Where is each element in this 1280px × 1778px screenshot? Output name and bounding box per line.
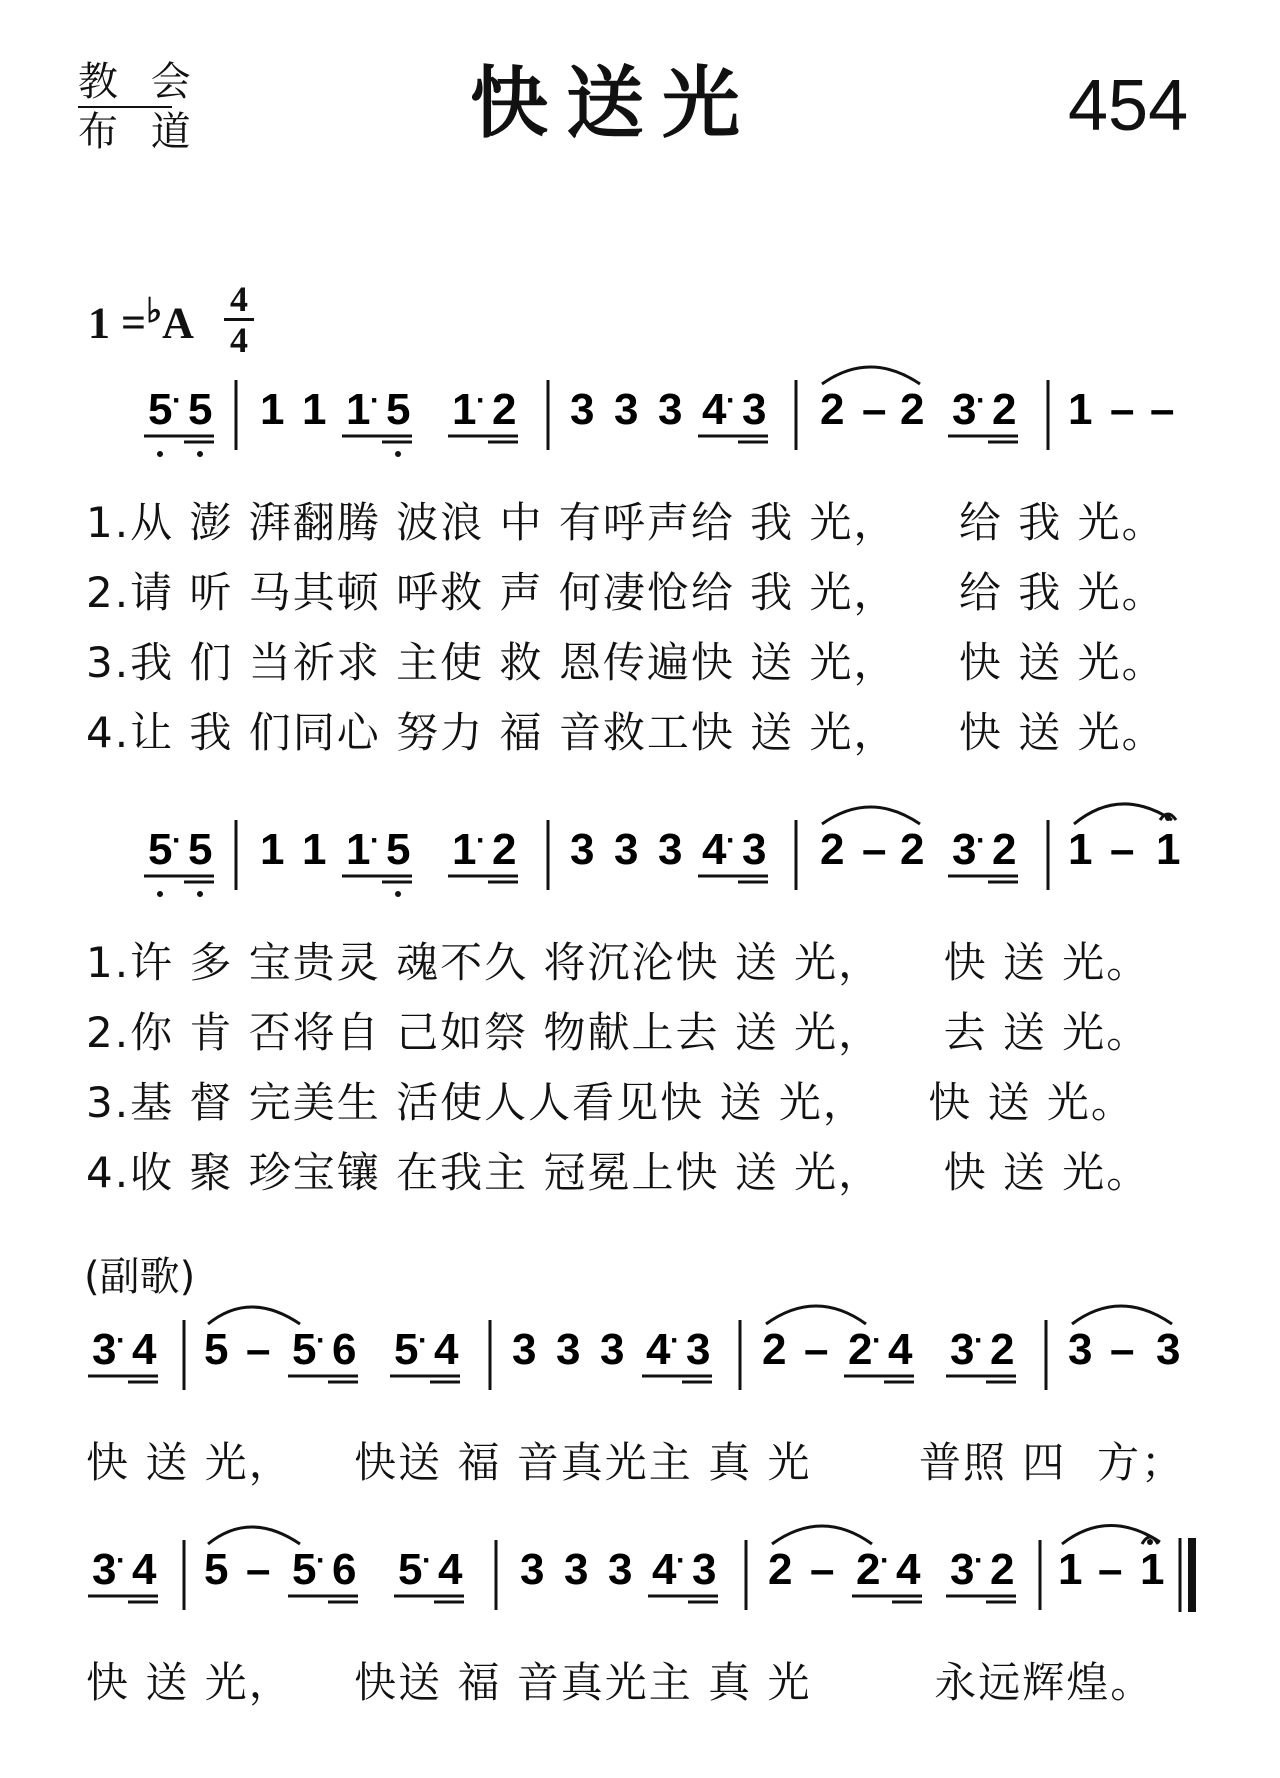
note: 5 bbox=[148, 385, 173, 434]
note: 5 bbox=[398, 1545, 423, 1594]
note: 2 bbox=[856, 1545, 881, 1594]
fermata-dot bbox=[1165, 815, 1171, 821]
dot: · bbox=[418, 1324, 428, 1357]
dash: – bbox=[804, 1325, 829, 1374]
tie-slur bbox=[822, 807, 920, 824]
note: 4 bbox=[702, 825, 727, 874]
note: 3 bbox=[92, 1325, 117, 1374]
dash: – bbox=[1150, 385, 1175, 434]
note: 3 bbox=[658, 825, 683, 874]
verse-2-line-a: 2.请 听 马其顿 呼救 声 何凄怆给 我 光， 给 我 光。 bbox=[86, 568, 1166, 617]
note: 2 bbox=[992, 825, 1017, 874]
dot: · bbox=[422, 1544, 432, 1577]
note: 4 bbox=[652, 1545, 677, 1594]
dash: – bbox=[810, 1545, 835, 1594]
low-dot bbox=[197, 891, 203, 897]
dot: · bbox=[116, 1324, 126, 1357]
note: 3 bbox=[570, 385, 595, 434]
notation-line-4 bbox=[0, 1530, 1280, 1626]
dot: · bbox=[370, 824, 380, 857]
note: 5 bbox=[204, 1545, 229, 1594]
note: 3 bbox=[1068, 1325, 1093, 1374]
low-dot bbox=[157, 891, 163, 897]
dot: · bbox=[976, 384, 986, 417]
note: 1 bbox=[346, 385, 371, 434]
note: 1 bbox=[452, 385, 477, 434]
dot: · bbox=[370, 384, 380, 417]
tie-slur bbox=[208, 1527, 300, 1544]
notation-line-4-svg bbox=[0, 1530, 1280, 1626]
note: 4 bbox=[132, 1325, 157, 1374]
note: 5 bbox=[292, 1545, 317, 1594]
note: 2 bbox=[990, 1325, 1015, 1374]
note: 3 bbox=[570, 825, 595, 874]
chorus-lyric-1: 快 送 光， 快送 福 音真光主 真 光 普照 四 方； bbox=[86, 1438, 1186, 1487]
dot: · bbox=[116, 1544, 126, 1577]
dot: · bbox=[974, 1544, 984, 1577]
note: 3 bbox=[742, 385, 767, 434]
notation-line-3 bbox=[0, 1310, 1280, 1406]
note: 2 bbox=[992, 385, 1017, 434]
dash: – bbox=[862, 385, 887, 434]
key-prefix: 1 = bbox=[88, 298, 147, 348]
note: 5 bbox=[188, 385, 213, 434]
dot: · bbox=[676, 1544, 686, 1577]
note: 1 bbox=[260, 385, 285, 434]
note: 2 bbox=[492, 385, 517, 434]
verse-3-line-a: 3.我 们 当祈求 主使 救 恩传遍快 送 光， 快 送 光。 bbox=[86, 638, 1166, 687]
category-line-1: 教 会 bbox=[78, 59, 201, 105]
dot: · bbox=[316, 1544, 326, 1577]
dot: · bbox=[476, 824, 486, 857]
chorus-label: (副歌) bbox=[84, 1254, 196, 1300]
note: 1 bbox=[1068, 385, 1093, 434]
low-dot bbox=[157, 451, 163, 457]
note: 6 bbox=[332, 1545, 357, 1594]
low-dot bbox=[197, 451, 203, 457]
notation-line-2 bbox=[0, 810, 1280, 906]
note: 4 bbox=[888, 1325, 913, 1374]
note: 5 bbox=[386, 385, 411, 434]
note: 5 bbox=[204, 1325, 229, 1374]
time-signature bbox=[222, 280, 256, 359]
dot: · bbox=[316, 1324, 326, 1357]
note: 3 bbox=[692, 1545, 717, 1594]
note: 4 bbox=[132, 1545, 157, 1594]
verse-1-line-a: 1.从 澎 湃翻腾 波浪 中 有呼声给 我 光， 给 我 光。 bbox=[86, 498, 1166, 547]
note: 1 bbox=[1156, 825, 1181, 874]
dot: · bbox=[172, 384, 182, 417]
note: 3 bbox=[512, 1325, 537, 1374]
dash: – bbox=[1110, 385, 1135, 434]
note: 4 bbox=[896, 1545, 921, 1594]
time-denominator: 4 bbox=[230, 320, 248, 360]
note: 3 bbox=[614, 825, 639, 874]
note: 2 bbox=[768, 1545, 793, 1594]
key-signature bbox=[88, 290, 194, 346]
dot: · bbox=[172, 824, 182, 857]
note: 2 bbox=[848, 1325, 873, 1374]
note: 5 bbox=[292, 1325, 317, 1374]
notation-line-3-svg bbox=[0, 1310, 1280, 1406]
flat-sign: ♭ bbox=[146, 293, 163, 330]
note: 2 bbox=[820, 825, 845, 874]
note: 3 bbox=[556, 1325, 581, 1374]
note: 1 bbox=[1058, 1545, 1083, 1594]
key-letter: A bbox=[162, 298, 194, 348]
dot: · bbox=[476, 384, 486, 417]
dot: · bbox=[872, 1324, 882, 1357]
verse-4-line-b: 4.收 聚 珍宝镶 在我主 冠冕上快 送 光， 快 送 光。 bbox=[86, 1148, 1151, 1197]
note: 1 bbox=[452, 825, 477, 874]
category-divider bbox=[78, 106, 172, 108]
note: 4 bbox=[702, 385, 727, 434]
note: 3 bbox=[614, 385, 639, 434]
dash: – bbox=[246, 1545, 271, 1594]
note: 4 bbox=[646, 1325, 671, 1374]
note: 3 bbox=[742, 825, 767, 874]
note: 3 bbox=[952, 825, 977, 874]
note: 4 bbox=[434, 1325, 459, 1374]
note: 3 bbox=[564, 1545, 589, 1594]
notation-line-1 bbox=[0, 370, 1280, 466]
dot: · bbox=[974, 1324, 984, 1357]
note: 2 bbox=[762, 1325, 787, 1374]
tie-slur bbox=[1072, 1306, 1172, 1324]
note: 1 bbox=[302, 825, 327, 874]
hymn-title: 快送光 bbox=[470, 59, 759, 149]
note: 1 bbox=[1068, 825, 1093, 874]
notation-line-1-svg bbox=[0, 370, 1280, 466]
low-dot bbox=[395, 891, 401, 897]
dot: · bbox=[880, 1544, 890, 1577]
note: 3 bbox=[92, 1545, 117, 1594]
note: 3 bbox=[950, 1545, 975, 1594]
note: 1 bbox=[302, 385, 327, 434]
verse-2-line-b: 2.你 肯 否将自 己如祭 物献上去 送 光， 去 送 光。 bbox=[86, 1008, 1151, 1057]
note: 2 bbox=[900, 825, 925, 874]
note: 3 bbox=[658, 385, 683, 434]
chorus-lyric-2: 快 送 光， 快送 福 音真光主 真 光 永远辉煌。 bbox=[86, 1658, 1155, 1707]
dash: – bbox=[1098, 1545, 1123, 1594]
dash: – bbox=[246, 1325, 271, 1374]
note: 5 bbox=[148, 825, 173, 874]
dot: · bbox=[726, 824, 736, 857]
dot: · bbox=[670, 1324, 680, 1357]
note: 2 bbox=[492, 825, 517, 874]
verse-1-line-b: 1.许 多 宝贵灵 魂不久 将沉沦快 送 光， 快 送 光。 bbox=[86, 938, 1151, 987]
note: 3 bbox=[1156, 1325, 1181, 1374]
category-line-2: 布 道 bbox=[78, 109, 201, 155]
tie-slur bbox=[766, 1306, 866, 1324]
verse-4-line-a: 4.让 我 们同心 努力 福 音救工快 送 光， 快 送 光。 bbox=[86, 708, 1166, 757]
tie-slur bbox=[772, 1526, 872, 1544]
note: 3 bbox=[608, 1545, 633, 1594]
hymn-number: 454 bbox=[1068, 66, 1189, 146]
note: 2 bbox=[900, 385, 925, 434]
time-numerator: 4 bbox=[230, 279, 248, 319]
note: 3 bbox=[950, 1325, 975, 1374]
tie-slur bbox=[822, 367, 920, 384]
dash: – bbox=[862, 825, 887, 874]
note: 3 bbox=[520, 1545, 545, 1594]
note: 3 bbox=[600, 1325, 625, 1374]
note: 5 bbox=[394, 1325, 419, 1374]
dot: · bbox=[976, 824, 986, 857]
dot: · bbox=[726, 384, 736, 417]
note: 6 bbox=[332, 1325, 357, 1374]
note: 1 bbox=[1140, 1545, 1165, 1594]
note: 3 bbox=[686, 1325, 711, 1374]
note: 1 bbox=[346, 825, 371, 874]
dash: – bbox=[1110, 1325, 1135, 1374]
note: 5 bbox=[386, 825, 411, 874]
note: 4 bbox=[438, 1545, 463, 1594]
tie-slur bbox=[208, 1307, 300, 1324]
dash: – bbox=[1110, 825, 1135, 874]
tie-slur bbox=[1074, 804, 1172, 824]
low-dot bbox=[395, 451, 401, 457]
note: 2 bbox=[990, 1545, 1015, 1594]
notation-line-2-svg bbox=[0, 810, 1280, 906]
note: 3 bbox=[952, 385, 977, 434]
note: 2 bbox=[820, 385, 845, 434]
verse-3-line-b: 3.基 督 完美生 活使人人看见快 送 光， 快 送 光。 bbox=[86, 1078, 1135, 1127]
note: 5 bbox=[188, 825, 213, 874]
note: 1 bbox=[260, 825, 285, 874]
